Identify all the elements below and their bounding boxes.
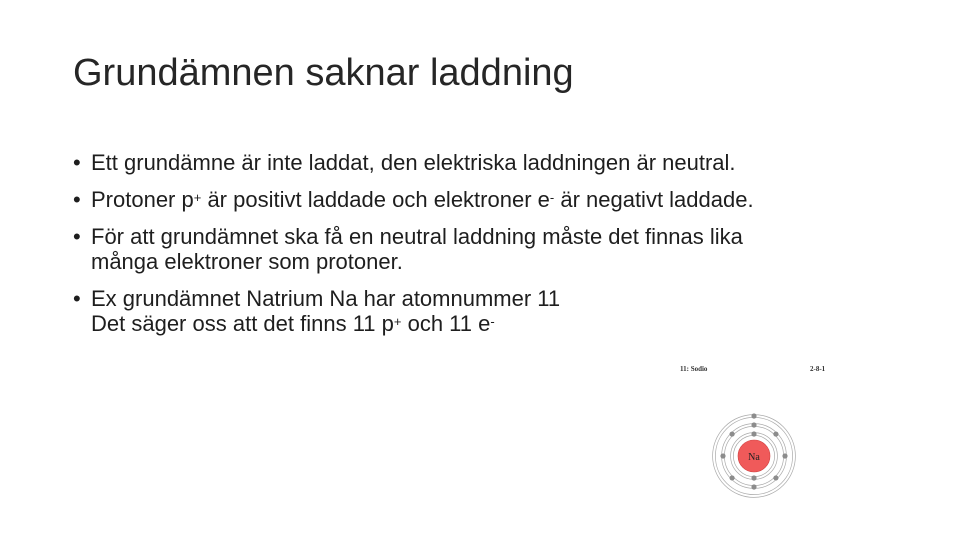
sodium-atom-diagram (676, 360, 836, 510)
bullet-marker: • (73, 224, 81, 249)
bullet-marker: • (73, 150, 81, 175)
superscript-plus: + (393, 314, 402, 329)
bullet-text: Ett grundämne är inte laddat, den elektriska laddningen är neutral. (91, 150, 736, 175)
bullet-marker: • (73, 286, 81, 311)
electron-dot (751, 475, 756, 480)
bullet-text (91, 185, 893, 214)
bullet-item (73, 185, 893, 214)
atom-label-right: 2-8-1 (810, 365, 826, 373)
slide-title: Grundämnen saknar laddning (73, 52, 574, 94)
superscript-minus: - (549, 190, 555, 205)
nucleus-label: Na (748, 452, 760, 463)
electron-dot (729, 475, 734, 480)
text-segment: och 11 e (401, 311, 491, 336)
electron-dot (773, 475, 778, 480)
bullet-item (73, 148, 893, 177)
bullet-text-line1: För att grundämnet ska få en neutral laddning måste det finnas lika (91, 224, 743, 249)
electron-dot (751, 413, 756, 418)
bullet-list (73, 148, 893, 346)
bullet-marker: • (73, 187, 81, 212)
electron-dot (751, 431, 756, 436)
electron-dot (751, 422, 756, 427)
text-segment: är positivt laddade och elektroner e (201, 187, 550, 212)
text-segment: Protoner p (91, 187, 194, 212)
text-segment: Det säger oss att det finns 11 p (91, 311, 394, 336)
bullet-item (73, 284, 893, 338)
electron-dot (720, 453, 725, 458)
electron-dot (773, 431, 778, 436)
electron-dot (729, 431, 734, 436)
superscript-minus: - (490, 314, 495, 329)
bullet-text-line2: många elektroner som protoner. (91, 249, 403, 274)
bullet-item (73, 222, 893, 276)
electron-dot (782, 453, 787, 458)
atom-label-left: 11: Sodio (680, 365, 708, 373)
bullet-text-line1: Ex grundämnet Natrium Na har atomnummer 11 (91, 286, 561, 311)
text-segment: är negativt laddade. (554, 187, 754, 212)
bullet-text-line2 (91, 309, 893, 338)
electron-dot (751, 484, 756, 489)
superscript-plus: + (193, 190, 202, 205)
